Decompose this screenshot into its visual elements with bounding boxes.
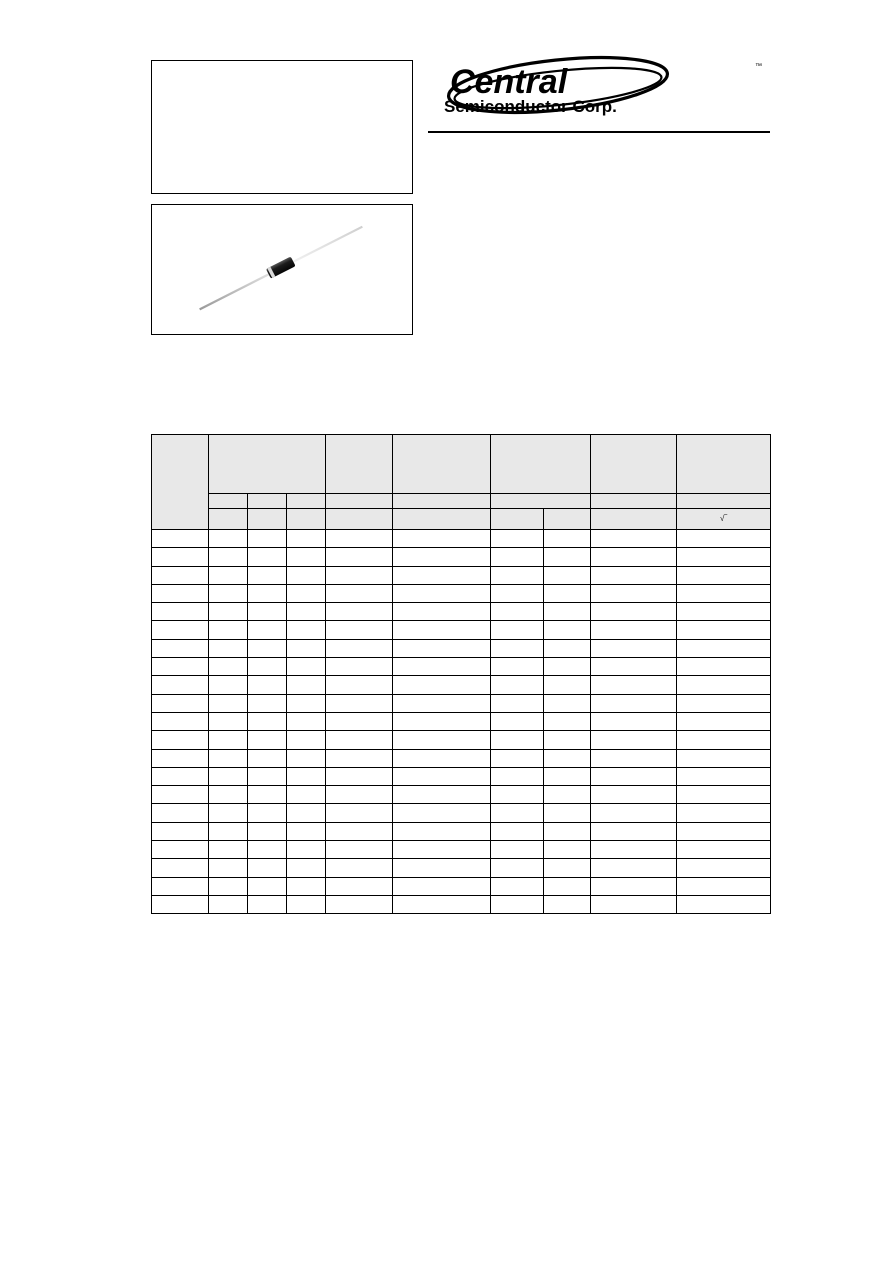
cell-izt bbox=[325, 749, 392, 767]
cell-vz-max bbox=[286, 676, 325, 694]
cell-ir bbox=[491, 859, 544, 877]
unit-izm bbox=[591, 509, 677, 530]
cell-type bbox=[152, 822, 209, 840]
cell-zzt bbox=[393, 786, 491, 804]
table-row bbox=[152, 804, 771, 822]
cell-izt bbox=[325, 639, 392, 657]
cell-vz-nom bbox=[248, 822, 287, 840]
unit-vz-max bbox=[286, 509, 325, 530]
cell-noise bbox=[676, 712, 770, 730]
unit-vz-min bbox=[209, 509, 248, 530]
cell-vr bbox=[544, 530, 591, 548]
cell-zzt bbox=[393, 694, 491, 712]
cell-vz-min bbox=[209, 621, 248, 639]
cell-zzt bbox=[393, 877, 491, 895]
cell-izm bbox=[591, 584, 677, 602]
cell-vz-nom bbox=[248, 877, 287, 895]
specification-table-wrap bbox=[151, 434, 771, 914]
cell-vr bbox=[544, 658, 591, 676]
cell-vz-nom bbox=[248, 566, 287, 584]
cell-type bbox=[152, 767, 209, 785]
table-row bbox=[152, 548, 771, 566]
cell-ir bbox=[491, 731, 544, 749]
cell-zzt bbox=[393, 859, 491, 877]
cell-zzt bbox=[393, 676, 491, 694]
cell-vz-min bbox=[209, 566, 248, 584]
cell-izt bbox=[325, 676, 392, 694]
cell-vz-nom bbox=[248, 712, 287, 730]
cell-izt bbox=[325, 731, 392, 749]
cell-ir bbox=[491, 676, 544, 694]
unit-noise-sqrt: √‾ bbox=[676, 509, 770, 530]
unit-izt bbox=[325, 509, 392, 530]
subheader-izm bbox=[591, 494, 677, 509]
cell-type bbox=[152, 621, 209, 639]
cell-izm bbox=[591, 530, 677, 548]
cell-vz-min bbox=[209, 859, 248, 877]
cell-vz-max bbox=[286, 639, 325, 657]
cell-type bbox=[152, 712, 209, 730]
cell-vr bbox=[544, 676, 591, 694]
cell-zzt bbox=[393, 621, 491, 639]
table-row bbox=[152, 676, 771, 694]
cell-vr bbox=[544, 749, 591, 767]
cell-izm bbox=[591, 804, 677, 822]
cell-vz-nom bbox=[248, 548, 287, 566]
cell-vz-nom bbox=[248, 895, 287, 913]
cell-ir bbox=[491, 603, 544, 621]
cell-type bbox=[152, 584, 209, 602]
col-header-izt bbox=[325, 435, 392, 494]
cell-vz-max bbox=[286, 859, 325, 877]
cell-vz-nom bbox=[248, 694, 287, 712]
cell-izm bbox=[591, 767, 677, 785]
cell-noise bbox=[676, 566, 770, 584]
cell-izm bbox=[591, 841, 677, 859]
table-header-units bbox=[152, 509, 771, 530]
cell-ir bbox=[491, 786, 544, 804]
cell-izt bbox=[325, 603, 392, 621]
cell-izm bbox=[591, 566, 677, 584]
cell-vr bbox=[544, 548, 591, 566]
cell-noise bbox=[676, 859, 770, 877]
table-header-subs bbox=[152, 494, 771, 509]
cell-zzt bbox=[393, 712, 491, 730]
header-rule bbox=[428, 131, 770, 133]
cell-vr bbox=[544, 895, 591, 913]
table-row bbox=[152, 731, 771, 749]
cell-vz-max bbox=[286, 822, 325, 840]
cell-vz-min bbox=[209, 786, 248, 804]
cell-vr bbox=[544, 786, 591, 804]
table-row bbox=[152, 786, 771, 804]
cell-ir bbox=[491, 877, 544, 895]
cell-vr bbox=[544, 767, 591, 785]
unit-ir-ua bbox=[491, 509, 544, 530]
subheader-ir bbox=[491, 494, 591, 509]
cell-noise bbox=[676, 584, 770, 602]
cell-noise bbox=[676, 694, 770, 712]
col-header-voltage-group bbox=[209, 435, 325, 494]
cell-vz-nom bbox=[248, 658, 287, 676]
table-row bbox=[152, 895, 771, 913]
axial-leaded-diode-photo bbox=[152, 205, 412, 334]
cell-vz-max bbox=[286, 530, 325, 548]
cell-ir bbox=[491, 767, 544, 785]
table-row bbox=[152, 530, 771, 548]
cell-type bbox=[152, 786, 209, 804]
cell-vz-min bbox=[209, 584, 248, 602]
cell-vz-min bbox=[209, 676, 248, 694]
cell-vz-min bbox=[209, 895, 248, 913]
cell-izt bbox=[325, 530, 392, 548]
cell-zzt bbox=[393, 530, 491, 548]
subheader-vz-max bbox=[286, 494, 325, 509]
package-photo-box bbox=[151, 204, 413, 335]
cell-vz-max bbox=[286, 804, 325, 822]
cell-vr bbox=[544, 584, 591, 602]
subheader-zzt bbox=[393, 494, 491, 509]
cell-vz-min bbox=[209, 822, 248, 840]
cell-ir bbox=[491, 530, 544, 548]
cell-type bbox=[152, 749, 209, 767]
title-box bbox=[151, 60, 413, 194]
cell-izt bbox=[325, 767, 392, 785]
cell-zzt bbox=[393, 749, 491, 767]
cell-vz-min bbox=[209, 639, 248, 657]
cell-vz-min bbox=[209, 603, 248, 621]
cell-type bbox=[152, 603, 209, 621]
cell-type bbox=[152, 841, 209, 859]
cell-vz-min bbox=[209, 877, 248, 895]
cell-vz-min bbox=[209, 658, 248, 676]
table-body bbox=[152, 530, 771, 914]
col-header-noise bbox=[676, 435, 770, 494]
cell-type bbox=[152, 859, 209, 877]
cell-zzt bbox=[393, 731, 491, 749]
cell-izm bbox=[591, 676, 677, 694]
cell-ir bbox=[491, 895, 544, 913]
cell-vz-min bbox=[209, 841, 248, 859]
table-row bbox=[152, 584, 771, 602]
cell-ir bbox=[491, 584, 544, 602]
title-box-content bbox=[152, 61, 412, 73]
cell-vz-max bbox=[286, 877, 325, 895]
cell-zzt bbox=[393, 804, 491, 822]
cell-izt bbox=[325, 694, 392, 712]
cell-noise bbox=[676, 749, 770, 767]
cell-zzt bbox=[393, 658, 491, 676]
cell-vz-max bbox=[286, 786, 325, 804]
cell-type bbox=[152, 566, 209, 584]
cell-noise bbox=[676, 895, 770, 913]
logo-sub-text: Semiconductor Corp. bbox=[444, 97, 617, 116]
col-header-type bbox=[152, 435, 209, 530]
cell-ir bbox=[491, 712, 544, 730]
cell-vz-nom bbox=[248, 804, 287, 822]
cell-izm bbox=[591, 786, 677, 804]
table-row bbox=[152, 822, 771, 840]
cell-zzt bbox=[393, 584, 491, 602]
col-header-zzt bbox=[393, 435, 491, 494]
cell-noise bbox=[676, 822, 770, 840]
cell-noise bbox=[676, 621, 770, 639]
cell-vz-min bbox=[209, 548, 248, 566]
cell-izt bbox=[325, 548, 392, 566]
cell-ir bbox=[491, 621, 544, 639]
cell-type bbox=[152, 639, 209, 657]
cell-izm bbox=[591, 712, 677, 730]
unit-vz-nom bbox=[248, 509, 287, 530]
cell-izt bbox=[325, 877, 392, 895]
col-header-ir bbox=[491, 435, 591, 494]
cell-vz-max bbox=[286, 603, 325, 621]
cell-type bbox=[152, 548, 209, 566]
cell-ir bbox=[491, 841, 544, 859]
cell-vz-nom bbox=[248, 859, 287, 877]
cell-ir bbox=[491, 804, 544, 822]
cell-type bbox=[152, 658, 209, 676]
cell-izm bbox=[591, 639, 677, 657]
table-row bbox=[152, 749, 771, 767]
cell-vz-nom bbox=[248, 584, 287, 602]
subheader-izt bbox=[325, 494, 392, 509]
cell-vr bbox=[544, 859, 591, 877]
cell-zzt bbox=[393, 841, 491, 859]
cell-vz-max bbox=[286, 731, 325, 749]
cell-vr bbox=[544, 731, 591, 749]
trademark-symbol: ™ bbox=[755, 63, 762, 70]
cell-ir bbox=[491, 548, 544, 566]
table-row bbox=[152, 603, 771, 621]
table-row bbox=[152, 621, 771, 639]
cell-vr bbox=[544, 603, 591, 621]
cell-vz-max bbox=[286, 841, 325, 859]
cell-noise bbox=[676, 639, 770, 657]
cell-zzt bbox=[393, 639, 491, 657]
cell-izm bbox=[591, 658, 677, 676]
cell-vz-min bbox=[209, 731, 248, 749]
cell-ir bbox=[491, 694, 544, 712]
cell-vr bbox=[544, 877, 591, 895]
cell-noise bbox=[676, 731, 770, 749]
cell-type bbox=[152, 694, 209, 712]
cell-izm bbox=[591, 548, 677, 566]
cell-izt bbox=[325, 712, 392, 730]
cell-izm bbox=[591, 731, 677, 749]
cell-vr bbox=[544, 822, 591, 840]
cell-vz-nom bbox=[248, 639, 287, 657]
cell-vr bbox=[544, 621, 591, 639]
cell-vr bbox=[544, 566, 591, 584]
cell-izt bbox=[325, 841, 392, 859]
unit-ir-v bbox=[544, 509, 591, 530]
cell-noise bbox=[676, 658, 770, 676]
cell-vz-min bbox=[209, 767, 248, 785]
table-row bbox=[152, 694, 771, 712]
cell-vz-nom bbox=[248, 603, 287, 621]
cell-vz-max bbox=[286, 658, 325, 676]
specification-table bbox=[151, 434, 771, 914]
cell-noise bbox=[676, 804, 770, 822]
cell-izm bbox=[591, 603, 677, 621]
cell-izm bbox=[591, 859, 677, 877]
cell-vr bbox=[544, 639, 591, 657]
cell-izm bbox=[591, 621, 677, 639]
cell-vz-nom bbox=[248, 731, 287, 749]
cell-izm bbox=[591, 749, 677, 767]
cell-izt bbox=[325, 621, 392, 639]
cell-vr bbox=[544, 841, 591, 859]
cell-vz-nom bbox=[248, 749, 287, 767]
unit-zzt bbox=[393, 509, 491, 530]
cell-noise bbox=[676, 767, 770, 785]
cell-noise bbox=[676, 548, 770, 566]
table-row bbox=[152, 639, 771, 657]
cell-izt bbox=[325, 658, 392, 676]
cell-izt bbox=[325, 859, 392, 877]
cell-ir bbox=[491, 749, 544, 767]
cell-izt bbox=[325, 804, 392, 822]
cell-type bbox=[152, 804, 209, 822]
cell-izm bbox=[591, 895, 677, 913]
cell-vz-max bbox=[286, 694, 325, 712]
cell-ir bbox=[491, 566, 544, 584]
cell-vz-max bbox=[286, 767, 325, 785]
cell-izm bbox=[591, 694, 677, 712]
logo-main-text: Central bbox=[450, 63, 568, 101]
cell-vz-nom bbox=[248, 621, 287, 639]
table-row bbox=[152, 841, 771, 859]
cell-vz-min bbox=[209, 749, 248, 767]
cell-noise bbox=[676, 786, 770, 804]
table-row bbox=[152, 767, 771, 785]
cell-noise bbox=[676, 676, 770, 694]
cell-zzt bbox=[393, 548, 491, 566]
cell-noise bbox=[676, 877, 770, 895]
subheader-noise bbox=[676, 494, 770, 509]
cell-vz-max bbox=[286, 566, 325, 584]
cell-vz-nom bbox=[248, 530, 287, 548]
cell-noise bbox=[676, 603, 770, 621]
cell-type bbox=[152, 530, 209, 548]
cell-ir bbox=[491, 639, 544, 657]
cell-izt bbox=[325, 584, 392, 602]
cell-ir bbox=[491, 822, 544, 840]
cell-noise bbox=[676, 530, 770, 548]
cell-vz-max bbox=[286, 584, 325, 602]
cell-zzt bbox=[393, 566, 491, 584]
cell-type bbox=[152, 676, 209, 694]
cell-noise bbox=[676, 841, 770, 859]
table-row bbox=[152, 859, 771, 877]
cell-izt bbox=[325, 566, 392, 584]
col-header-izm bbox=[591, 435, 677, 494]
cell-zzt bbox=[393, 822, 491, 840]
cell-type bbox=[152, 877, 209, 895]
subheader-vz-min bbox=[209, 494, 248, 509]
cell-vz-max bbox=[286, 548, 325, 566]
company-logo bbox=[440, 55, 770, 125]
cell-vz-max bbox=[286, 712, 325, 730]
cell-izt bbox=[325, 786, 392, 804]
cell-zzt bbox=[393, 603, 491, 621]
table-row bbox=[152, 658, 771, 676]
cell-vz-min bbox=[209, 530, 248, 548]
cell-izm bbox=[591, 877, 677, 895]
table-row bbox=[152, 877, 771, 895]
cell-vz-min bbox=[209, 804, 248, 822]
central-semiconductor-logo-svg bbox=[440, 55, 770, 125]
cell-vz-nom bbox=[248, 676, 287, 694]
cell-vz-nom bbox=[248, 767, 287, 785]
cell-izm bbox=[591, 822, 677, 840]
table-row bbox=[152, 566, 771, 584]
cell-vz-min bbox=[209, 712, 248, 730]
table-row bbox=[152, 712, 771, 730]
cell-izt bbox=[325, 822, 392, 840]
cell-ir bbox=[491, 658, 544, 676]
cell-zzt bbox=[393, 767, 491, 785]
cell-vz-nom bbox=[248, 786, 287, 804]
cell-izt bbox=[325, 895, 392, 913]
cell-vr bbox=[544, 694, 591, 712]
cell-type bbox=[152, 731, 209, 749]
cell-zzt bbox=[393, 895, 491, 913]
cell-vz-nom bbox=[248, 841, 287, 859]
table-header-groups bbox=[152, 435, 771, 494]
cell-vr bbox=[544, 804, 591, 822]
cell-vr bbox=[544, 712, 591, 730]
cell-vz-max bbox=[286, 749, 325, 767]
cell-type bbox=[152, 895, 209, 913]
subheader-vz-nom bbox=[248, 494, 287, 509]
cell-vz-max bbox=[286, 895, 325, 913]
cell-vz-min bbox=[209, 694, 248, 712]
cell-vz-max bbox=[286, 621, 325, 639]
